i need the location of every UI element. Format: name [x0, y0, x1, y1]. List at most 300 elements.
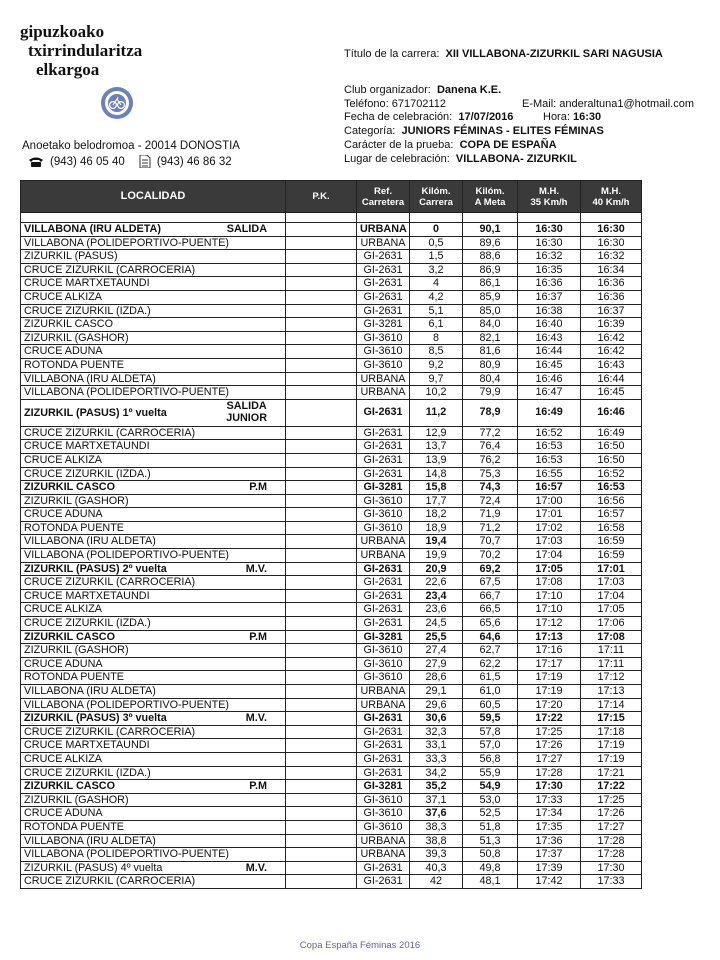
table-row [21, 725, 703, 739]
km-meta-cell: 69,2 [463, 562, 518, 576]
km-meta-cell: 61,5 [463, 671, 518, 685]
ref-cell: GI-2631 [357, 603, 410, 617]
pk-cell [286, 440, 357, 454]
localidad-text: ROTONDA PUENTE [24, 521, 124, 534]
km-meta-cell: 50,8 [463, 848, 518, 862]
ref-cell: GI-2631 [357, 467, 410, 481]
pk-cell [286, 521, 357, 535]
km-meta-cell: 70,7 [463, 535, 518, 549]
mh40-cell: 16:53 [581, 481, 642, 495]
mh35-cell: 17:34 [518, 807, 581, 821]
ref-cell: GI-2631 [357, 712, 410, 726]
organization-name [20, 22, 142, 79]
ref-cell: GI-2631 [357, 277, 410, 291]
pk-cell [286, 780, 357, 794]
localidad-text: ZIZURKIL CASCO [24, 481, 115, 494]
km-meta-cell: 54,9 [463, 780, 518, 794]
loc-cell [21, 236, 286, 250]
loc-cell [21, 834, 286, 848]
km-meta-cell: 51,8 [463, 820, 518, 834]
mh40-cell: 17:03 [581, 576, 642, 590]
loc-cell [21, 562, 286, 576]
ref-cell: GI-3281 [357, 780, 410, 794]
km-meta-cell: 80,4 [463, 372, 518, 386]
table-row [21, 793, 703, 807]
race-email: E-Mail: anderaltuna1@hotmail.com [522, 98, 694, 110]
ref-cell: GI-3610 [357, 358, 410, 372]
loc-cell [21, 386, 286, 400]
km-carrera-cell: 4 [410, 277, 463, 291]
ref-cell: GI-2631 [357, 304, 410, 318]
mh40-cell: 16:34 [581, 263, 642, 277]
loc-cell [21, 875, 286, 889]
km-carrera-cell: 22,6 [410, 576, 463, 590]
phone-number: (943) 46 05 40 [50, 155, 125, 168]
ref-cell: GI-3610 [357, 671, 410, 685]
loc-cell [21, 535, 286, 549]
localidad-text: ROTONDA PUENTE [24, 358, 124, 371]
mh40-cell: 17:28 [581, 848, 642, 862]
mh35-cell: 17:10 [518, 603, 581, 617]
localidad-text: VILLABONA (POLIDEPORTIVO-PUENTE) [24, 386, 229, 399]
km-meta-cell: 62,2 [463, 657, 518, 671]
pk-cell [286, 589, 357, 603]
pk-cell [286, 304, 357, 318]
table-row [21, 780, 703, 794]
ref-cell: URBANA [357, 698, 410, 712]
pk-cell [286, 358, 357, 372]
pk-cell [286, 793, 357, 807]
pk-cell [286, 453, 357, 467]
km-carrera-cell: 12,9 [410, 426, 463, 440]
mh35-cell: 17:33 [518, 793, 581, 807]
localidad-text: ZIZURKIL CASCO [24, 630, 115, 643]
pk-cell [286, 671, 357, 685]
mh35-cell: 17:22 [518, 712, 581, 726]
loc-cell [21, 290, 286, 304]
mh35-cell: 16:37 [518, 290, 581, 304]
loc-cell [21, 549, 286, 563]
km-meta-cell: 49,8 [463, 861, 518, 875]
km-carrera-cell: 38,3 [410, 820, 463, 834]
mh35-cell: 17:04 [518, 549, 581, 563]
km-carrera-cell: 33,1 [410, 739, 463, 753]
mh35-cell: 17:28 [518, 766, 581, 780]
table-row [21, 644, 703, 658]
localidad-text: CRUCE ADUNA [24, 508, 103, 521]
localidad-text: ZIZURKIL (PASUS) 4º vuelta [24, 861, 163, 874]
localidad-text: VILLABONA (POLIDEPORTIVO-PUENTE) [24, 549, 229, 562]
localidad-text: VILLABONA (IRU ALDETA) [24, 372, 156, 385]
ref-cell: GI-2631 [357, 440, 410, 454]
mh35-cell: 16:44 [518, 345, 581, 359]
pk-cell [286, 549, 357, 563]
table-row [21, 386, 703, 400]
table-row [21, 290, 703, 304]
pk-cell [286, 331, 357, 345]
table-row [21, 861, 703, 875]
pk-cell [286, 250, 357, 264]
localidad-text: CRUCE ZIZURKIL (CARROCERIA) [24, 426, 196, 439]
loc-cell [21, 494, 286, 508]
table-row [21, 820, 703, 834]
mh40-cell: 17:33 [581, 875, 642, 889]
point-label: M.V. [245, 712, 267, 725]
mh35-cell: 17:00 [518, 494, 581, 508]
ref-cell: GI-3610 [357, 494, 410, 508]
mh35-cell: 16:32 [518, 250, 581, 264]
localidad-text: CRUCE ZIZURKIL (IZDA.) [24, 304, 151, 317]
mh40-cell: 17:12 [581, 671, 642, 685]
ref-cell: GI-2631 [357, 617, 410, 631]
point-label: M.V. [245, 861, 267, 874]
loc-cell [21, 223, 286, 237]
mh40-cell: 17:26 [581, 807, 642, 821]
pk-cell [286, 263, 357, 277]
km-carrera-cell: 27,4 [410, 644, 463, 658]
km-carrera-cell: 3,2 [410, 263, 463, 277]
mh40-cell: 16:30 [581, 223, 642, 237]
pk-cell [286, 848, 357, 862]
localidad-text: CRUCE MARTXETAUNDI [24, 277, 150, 290]
km-carrera-cell: 30,6 [410, 712, 463, 726]
km-carrera-cell: 11,2 [410, 399, 463, 426]
mh40-cell: 17:11 [581, 644, 642, 658]
ref-cell: GI-2631 [357, 250, 410, 264]
table-row [21, 807, 703, 821]
loc-cell [21, 848, 286, 862]
ref-cell: GI-2631 [357, 562, 410, 576]
loc-cell [21, 508, 286, 522]
pk-cell [286, 576, 357, 590]
pk-cell [286, 277, 357, 291]
ref-cell: GI-2631 [357, 399, 410, 426]
federation-logo [100, 86, 134, 120]
localidad-text: CRUCE ZIZURKIL (CARROCERIA) [24, 576, 196, 589]
km-carrera-cell: 10,2 [410, 386, 463, 400]
km-carrera-cell: 29,6 [410, 698, 463, 712]
localidad-text: CRUCE ZIZURKIL (CARROCERIA) [24, 725, 196, 738]
pk-cell [286, 562, 357, 576]
mh35-cell: 16:35 [518, 263, 581, 277]
km-carrera-cell: 9,2 [410, 358, 463, 372]
localidad-text: ZIZURKIL (GASHOR) [24, 331, 129, 344]
point-label: M.V. [245, 562, 267, 575]
localidad-text: ZIZURKIL (GASHOR) [24, 494, 129, 507]
race-date: Fecha de celebración: 17/07/2016 [344, 111, 514, 123]
km-meta-cell: 85,9 [463, 290, 518, 304]
km-carrera-cell: 27,9 [410, 657, 463, 671]
km-carrera-cell: 28,6 [410, 671, 463, 685]
localidad-text: CRUCE ZIZURKIL (IZDA.) [24, 617, 151, 630]
mh35-cell: 16:43 [518, 331, 581, 345]
loc-cell [21, 358, 286, 372]
mh40-cell: 17:30 [581, 861, 642, 875]
pk-cell [286, 617, 357, 631]
ref-cell: URBANA [357, 223, 410, 237]
localidad-text: ZIZURKIL CASCO [24, 318, 113, 331]
km-meta-cell: 60,5 [463, 698, 518, 712]
localidad-text: ZIZURKIL (PASUS) [24, 250, 118, 263]
localidad-text: ZIZURKIL (PASUS) 3º vuelta [24, 712, 167, 725]
pk-cell [286, 494, 357, 508]
km-meta-cell: 64,6 [463, 630, 518, 644]
org-line-1: gipuzkoako [20, 22, 105, 41]
km-meta-cell: 84,0 [463, 318, 518, 332]
col-km-carrera: Kilóm. Carrera [410, 181, 463, 213]
pk-cell [286, 467, 357, 481]
point-label: SALIDA [226, 223, 267, 235]
localidad-text: CRUCE ZIZURKIL (IZDA.) [24, 766, 151, 779]
pk-cell [286, 807, 357, 821]
table-row [21, 426, 703, 440]
km-carrera-cell: 1,5 [410, 250, 463, 264]
table-row [21, 440, 703, 454]
localidad-text: ZIZURKIL (GASHOR) [24, 793, 129, 806]
ref-cell: GI-2631 [357, 263, 410, 277]
table-row [21, 304, 703, 318]
mh35-cell: 16:30 [518, 236, 581, 250]
loc-cell [21, 780, 286, 794]
loc-cell [21, 331, 286, 345]
table-row [21, 671, 703, 685]
km-carrera-cell: 40,3 [410, 861, 463, 875]
mh35-cell: 17:13 [518, 630, 581, 644]
km-carrera-cell: 37,1 [410, 793, 463, 807]
pk-cell [286, 752, 357, 766]
localidad-text: CRUCE ALKIZA [24, 752, 102, 765]
loc-cell [21, 793, 286, 807]
mh40-cell: 16:32 [581, 250, 642, 264]
ref-cell: GI-3610 [357, 644, 410, 658]
mh35-cell: 16:53 [518, 440, 581, 454]
phone-entry [28, 156, 125, 168]
mh40-cell: 16:36 [581, 290, 642, 304]
pk-cell [286, 698, 357, 712]
localidad-text: CRUCE ALKIZA [24, 603, 102, 616]
mh35-cell: 16:40 [518, 318, 581, 332]
table-row [21, 318, 703, 332]
km-meta-cell: 74,3 [463, 481, 518, 495]
mh35-cell: 17:20 [518, 698, 581, 712]
ref-cell: URBANA [357, 372, 410, 386]
mh35-cell: 17:01 [518, 508, 581, 522]
km-carrera-cell: 29,1 [410, 685, 463, 699]
ref-cell: GI-3610 [357, 807, 410, 821]
ref-cell: GI-3281 [357, 318, 410, 332]
km-meta-cell: 86,1 [463, 277, 518, 291]
col-km-meta: Kilóm. A Meta [463, 181, 518, 213]
pk-cell [286, 386, 357, 400]
km-carrera-cell: 38,8 [410, 834, 463, 848]
km-carrera-cell: 35,2 [410, 780, 463, 794]
mh35-cell: 16:57 [518, 481, 581, 495]
localidad-text: CRUCE MARTXETAUNDI [24, 440, 150, 453]
table-row [21, 752, 703, 766]
table-row [21, 834, 703, 848]
km-carrera-cell: 23,4 [410, 589, 463, 603]
mh40-cell: 17:01 [581, 562, 642, 576]
km-meta-cell: 51,3 [463, 834, 518, 848]
table-row [21, 399, 703, 426]
ref-cell: GI-2631 [357, 725, 410, 739]
table-row [21, 331, 703, 345]
mh35-cell: 17:17 [518, 657, 581, 671]
fax-icon [139, 155, 151, 168]
point-label: P.M [249, 630, 267, 643]
ref-cell: GI-3281 [357, 481, 410, 495]
km-carrera-cell: 15,8 [410, 481, 463, 495]
loc-cell [21, 426, 286, 440]
loc-cell [21, 372, 286, 386]
localidad-text: CRUCE ALKIZA [24, 290, 102, 303]
loc-cell [21, 576, 286, 590]
mh40-cell: 16:42 [581, 345, 642, 359]
ref-cell: GI-2631 [357, 861, 410, 875]
km-meta-cell: 52,5 [463, 807, 518, 821]
mh35-cell: 16:53 [518, 453, 581, 467]
table-row [21, 521, 703, 535]
pk-cell [286, 345, 357, 359]
km-carrera-cell: 9,7 [410, 372, 463, 386]
km-meta-cell: 71,2 [463, 521, 518, 535]
km-carrera-cell: 20,9 [410, 562, 463, 576]
pk-cell [286, 739, 357, 753]
mh40-cell: 16:59 [581, 549, 642, 563]
localidad-text: ZIZURKIL (GASHOR) [24, 644, 129, 657]
pk-cell [286, 712, 357, 726]
mh40-cell: 16:50 [581, 453, 642, 467]
table-row [21, 481, 703, 495]
localidad-text: ROTONDA PUENTE [24, 671, 124, 684]
km-carrera-cell: 23,6 [410, 603, 463, 617]
loc-cell [21, 861, 286, 875]
localidad-text: ZIZURKIL (PASUS) 1º vuelta [24, 406, 167, 419]
mh40-cell: 17:05 [581, 603, 642, 617]
mh35-cell: 17:16 [518, 644, 581, 658]
mh35-cell: 16:49 [518, 399, 581, 426]
loc-cell [21, 685, 286, 699]
localidad-text: ROTONDA PUENTE [24, 820, 124, 833]
pk-cell [286, 372, 357, 386]
km-meta-cell: 55,9 [463, 766, 518, 780]
table-row [21, 467, 703, 481]
ref-cell: URBANA [357, 236, 410, 250]
table-row [21, 277, 703, 291]
km-carrera-cell: 24,5 [410, 617, 463, 631]
pk-cell [286, 725, 357, 739]
col-mh-35: M.H. 35 Km/h [518, 181, 581, 213]
telephone-icon [28, 156, 44, 167]
km-meta-cell: 62,7 [463, 644, 518, 658]
localidad-text: VILLABONA (IRU ALDETA) [24, 535, 156, 548]
mh40-cell: 16:30 [581, 236, 642, 250]
point-label: P.M [249, 780, 267, 793]
ref-cell: GI-2631 [357, 426, 410, 440]
pk-cell [286, 426, 357, 440]
table-row [21, 630, 703, 644]
mh35-cell: 17:02 [518, 521, 581, 535]
table-row [21, 223, 703, 237]
table-row [21, 739, 703, 753]
ref-cell: GI-3610 [357, 820, 410, 834]
km-meta-cell: 90,1 [463, 223, 518, 237]
localidad-text: CRUCE ALKIZA [24, 453, 102, 466]
km-carrera-cell: 39,3 [410, 848, 463, 862]
ref-cell: GI-2631 [357, 290, 410, 304]
loc-cell [21, 644, 286, 658]
km-meta-cell: 65,6 [463, 617, 518, 631]
mh40-cell: 17:06 [581, 617, 642, 631]
ref-cell: URBANA [357, 549, 410, 563]
contact-phones [28, 155, 246, 168]
km-meta-cell: 67,5 [463, 576, 518, 590]
ref-cell: GI-2631 [357, 739, 410, 753]
pk-cell [286, 834, 357, 848]
table-row [21, 494, 703, 508]
km-meta-cell: 76,4 [463, 440, 518, 454]
mh40-cell: 17:11 [581, 657, 642, 671]
km-meta-cell: 56,8 [463, 752, 518, 766]
ref-cell: URBANA [357, 386, 410, 400]
localidad-text: VILLABONA (IRU ALDETA) [24, 685, 156, 697]
race-club: Club organizador: Danena K.E. [344, 84, 502, 96]
page-footer: Copa España Féminas 2016 [299, 940, 421, 951]
ref-cell: GI-3281 [357, 630, 410, 644]
mh40-cell: 17:28 [581, 834, 642, 848]
col-ref: Ref. Carretera [357, 181, 410, 213]
km-carrera-cell: 8,5 [410, 345, 463, 359]
mh40-cell: 16:36 [581, 277, 642, 291]
mh40-cell: 17:13 [581, 685, 642, 699]
race-title: Título de la carrera: XII VILLABONA-ZIZURKIL SARI NAGUSIA [344, 48, 663, 60]
km-meta-cell: 72,4 [463, 494, 518, 508]
table-row [21, 250, 703, 264]
loc-cell [21, 345, 286, 359]
mh35-cell: 16:55 [518, 467, 581, 481]
pk-cell [286, 644, 357, 658]
table-row [21, 685, 703, 699]
km-carrera-cell: 0,5 [410, 236, 463, 250]
km-meta-cell: 82,1 [463, 331, 518, 345]
ref-cell: URBANA [357, 848, 410, 862]
ref-cell: GI-3610 [357, 521, 410, 535]
loc-cell [21, 657, 286, 671]
km-meta-cell: 78,9 [463, 399, 518, 426]
loc-cell [21, 481, 286, 495]
localidad-text: CRUCE ADUNA [24, 657, 103, 670]
loc-cell [21, 712, 286, 726]
mh35-cell: 17:30 [518, 780, 581, 794]
mh35-cell: 17:05 [518, 562, 581, 576]
km-meta-cell: 59,5 [463, 712, 518, 726]
mh40-cell: 17:22 [581, 780, 642, 794]
loc-cell [21, 752, 286, 766]
table-row [21, 345, 703, 359]
pk-cell [286, 223, 357, 237]
km-meta-cell: 75,3 [463, 467, 518, 481]
table-row [21, 453, 703, 467]
km-meta-cell: 79,9 [463, 386, 518, 400]
km-meta-cell: 85,0 [463, 304, 518, 318]
km-meta-cell: 71,9 [463, 508, 518, 522]
mh35-cell: 16:38 [518, 304, 581, 318]
race-character: Carácter de la prueba: COPA DE ESPAÑA [344, 139, 557, 151]
org-line-3: elkargoa [36, 60, 100, 79]
loc-cell [21, 617, 286, 631]
mh35-cell: 17:19 [518, 671, 581, 685]
km-carrera-cell: 19,9 [410, 549, 463, 563]
